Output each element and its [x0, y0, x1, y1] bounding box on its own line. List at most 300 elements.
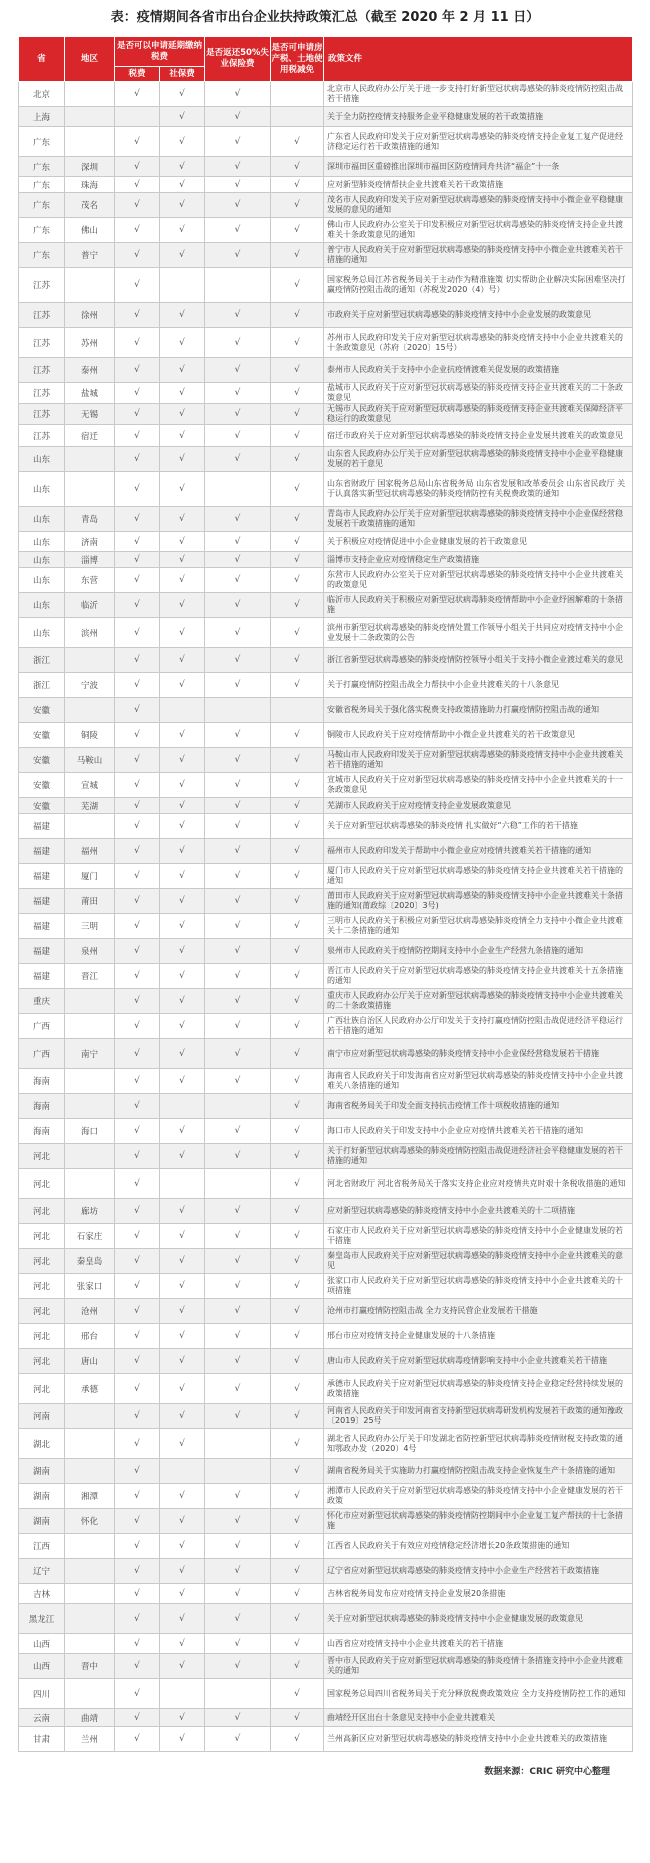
property-tax-check: √	[271, 1679, 324, 1709]
social-deferral-check: √	[160, 1249, 205, 1274]
province-cell: 河南	[19, 1404, 65, 1429]
unemployment-refund-check	[205, 1429, 271, 1459]
table-row	[19, 532, 633, 552]
property-tax-check	[271, 107, 324, 127]
social-deferral-check: √	[160, 1144, 205, 1169]
tax-deferral-check: √	[115, 1679, 160, 1709]
social-deferral-check: √	[160, 193, 205, 218]
city-cell: 南宁	[65, 1039, 115, 1069]
property-tax-check: √	[271, 1374, 324, 1404]
unemployment-refund-check: √	[205, 773, 271, 798]
policy-document-cell: 国家税务总局四川省税务局关于充分释放税费政策效应 全力支持疫情防控工作的通知	[324, 1679, 633, 1709]
tax-deferral-check: √	[115, 1224, 160, 1249]
policy-document-cell: 山东省人民政府办公厅关于应对新型冠状病毒感染的肺炎疫情支持中小企业平稳健康发展的若干意见	[324, 447, 633, 472]
property-tax-check: √	[271, 723, 324, 748]
social-deferral-check: √	[160, 1349, 205, 1374]
tax-deferral-check: √	[115, 1559, 160, 1584]
property-tax-check: √	[271, 507, 324, 532]
table-row	[19, 914, 633, 939]
policy-document-cell: 佛山市人民政府办公室关于印发积极应对新型冠状病毒感染的肺炎疫情支持企业共渡难关十条政策意见的通知	[324, 218, 633, 243]
property-tax-check: √	[271, 1274, 324, 1299]
tax-deferral-check: √	[115, 1299, 160, 1324]
city-cell	[65, 107, 115, 127]
province-cell: 江苏	[19, 268, 65, 303]
city-cell	[65, 1069, 115, 1094]
unemployment-refund-check: √	[205, 1404, 271, 1429]
social-deferral-check: √	[160, 1404, 205, 1429]
policy-document-cell: 曲靖经开区出台十条意见支持中小企业共渡难关	[324, 1709, 633, 1727]
unemployment-refund-check: √	[205, 1604, 271, 1634]
property-tax-check: √	[271, 243, 324, 268]
policy-document-cell: 茂名市人民政府印发关于应对新型冠状病毒感染的肺炎疫情支持中小微企业平稳健康发展的意见的通知	[324, 193, 633, 218]
property-tax-check: √	[271, 1709, 324, 1727]
province-cell: 河北	[19, 1199, 65, 1224]
property-tax-check: √	[271, 1039, 324, 1069]
unemployment-refund-check	[205, 472, 271, 507]
policy-document-cell: 关于打赢疫情防控阻击战全力帮扶中小企业共渡难关的十八条意见	[324, 673, 633, 698]
province-cell: 河北	[19, 1169, 65, 1199]
social-deferral-check: √	[160, 1014, 205, 1039]
social-deferral-check: √	[160, 964, 205, 989]
province-cell: 甘肃	[19, 1727, 65, 1752]
unemployment-refund-check: √	[205, 328, 271, 358]
property-tax-check: √	[271, 593, 324, 618]
property-tax-check	[271, 82, 324, 107]
property-tax-check: √	[271, 1727, 324, 1752]
table-row	[19, 1119, 633, 1144]
property-tax-check: √	[271, 1144, 324, 1169]
social-deferral-check: √	[160, 1069, 205, 1094]
tax-deferral-check: √	[115, 864, 160, 889]
province-cell: 山东	[19, 568, 65, 593]
unemployment-refund-check: √	[205, 1559, 271, 1584]
policy-document-cell: 莆田市人民政府关于应对新型冠状病毒感染的肺炎疫情支持中小企业共渡难关十条措施的通知(莆政综〔2020〕3号)	[324, 889, 633, 914]
policy-document-cell: 福州市人民政府印发关于帮助中小微企业应对疫情共渡难关若干措施的通知	[324, 839, 633, 864]
tax-deferral-check: √	[115, 303, 160, 328]
unemployment-refund-check: √	[205, 1299, 271, 1324]
table-row	[19, 773, 633, 798]
table-row	[19, 864, 633, 889]
policy-document-cell: 关于积极应对疫情促进中小企业健康发展的若干政策意见	[324, 532, 633, 552]
table-row	[19, 698, 633, 723]
unemployment-refund-check: √	[205, 1709, 271, 1727]
unemployment-refund-check: √	[205, 1727, 271, 1752]
province-cell: 山东	[19, 552, 65, 568]
policy-document-cell: 石家庄市人民政府关于应对新型冠状病毒感染的肺炎疫情支持中小企业健康发展的若干措施	[324, 1224, 633, 1249]
social-deferral-check: √	[160, 472, 205, 507]
property-tax-check: √	[271, 964, 324, 989]
city-cell: 廊坊	[65, 1199, 115, 1224]
table-body	[19, 82, 633, 1752]
tax-deferral-check: √	[115, 1404, 160, 1429]
tax-deferral-check: √	[115, 447, 160, 472]
property-tax-check: √	[271, 864, 324, 889]
social-deferral-check: √	[160, 1039, 205, 1069]
property-tax-check: √	[271, 404, 324, 425]
province-cell: 福建	[19, 939, 65, 964]
unemployment-refund-check: √	[205, 303, 271, 328]
table-row	[19, 1679, 633, 1709]
table-row	[19, 107, 633, 127]
social-deferral-check: √	[160, 1224, 205, 1249]
property-tax-check: √	[271, 1069, 324, 1094]
city-cell: 怀化	[65, 1509, 115, 1534]
tax-deferral-check: √	[115, 243, 160, 268]
table-row	[19, 1014, 633, 1039]
policy-document-cell: 关于打好新型冠状病毒感染的肺炎疫情防控阻击战促进经济社会平稳健康发展的若干措施的通知	[324, 1144, 633, 1169]
policy-document-cell: 关于全力防控疫情支持服务企业平稳健康发展的若干政策措施	[324, 107, 633, 127]
unemployment-refund-check: √	[205, 82, 271, 107]
property-tax-check: √	[271, 532, 324, 552]
property-tax-check: √	[271, 1484, 324, 1509]
unemployment-refund-check: √	[205, 157, 271, 177]
social-deferral-check: √	[160, 773, 205, 798]
social-deferral-check	[160, 1094, 205, 1119]
social-deferral-check: √	[160, 127, 205, 157]
tax-deferral-check: √	[115, 1069, 160, 1094]
table-row	[19, 814, 633, 839]
city-cell: 晋江	[65, 964, 115, 989]
province-cell: 辽宁	[19, 1559, 65, 1584]
city-cell: 马鞍山	[65, 748, 115, 773]
province-cell: 广东	[19, 157, 65, 177]
unemployment-refund-check: √	[205, 1509, 271, 1534]
property-tax-check: √	[271, 1169, 324, 1199]
city-cell	[65, 1634, 115, 1654]
header-unemployment-refund: 是否返还50%失业保险费	[205, 37, 271, 82]
social-deferral-check: √	[160, 1634, 205, 1654]
property-tax-check: √	[271, 1604, 324, 1634]
property-tax-check: √	[271, 1299, 324, 1324]
city-cell	[65, 989, 115, 1014]
table-row	[19, 748, 633, 773]
province-cell: 山东	[19, 472, 65, 507]
social-deferral-check: √	[160, 383, 205, 404]
city-cell	[65, 814, 115, 839]
tax-deferral-check: √	[115, 1604, 160, 1634]
social-deferral-check: √	[160, 552, 205, 568]
unemployment-refund-check: √	[205, 964, 271, 989]
property-tax-check: √	[271, 839, 324, 864]
policy-document-cell: 铜陵市人民政府关于应对疫情帮助中小微企业共渡难关的若干政策意见	[324, 723, 633, 748]
policy-document-cell: 盐城市人民政府关于应对新型冠状病毒感染的肺炎疫情支持企业共渡难关的二十条政策意见	[324, 383, 633, 404]
city-cell	[65, 1534, 115, 1559]
tax-deferral-check: √	[115, 1509, 160, 1534]
city-cell: 厦门	[65, 864, 115, 889]
policy-document-cell: 北京市人民政府办公厅关于进一步支持打好新型冠状病毒感染的肺炎疫情防控阻击战若干措施	[324, 82, 633, 107]
tax-deferral-check: √	[115, 1654, 160, 1679]
unemployment-refund-check: √	[205, 839, 271, 864]
table-row	[19, 472, 633, 507]
unemployment-refund-check: √	[205, 568, 271, 593]
policy-document-cell: 应对新型冠状病毒感染的肺炎疫情支持中小企业共渡难关的十二项措施	[324, 1199, 633, 1224]
unemployment-refund-check: √	[205, 593, 271, 618]
tax-deferral-check: √	[115, 773, 160, 798]
table-row	[19, 1584, 633, 1604]
property-tax-check: √	[271, 383, 324, 404]
province-cell: 江苏	[19, 383, 65, 404]
table-row	[19, 1709, 633, 1727]
social-deferral-check: √	[160, 914, 205, 939]
social-deferral-check: √	[160, 1534, 205, 1559]
city-cell	[65, 82, 115, 107]
policy-document-cell: 滨州市新型冠状病毒感染的肺炎疫情处置工作领导小组关于共同应对疫情支持中小企业发展十二条政策的公告	[324, 618, 633, 648]
city-cell: 兰州	[65, 1727, 115, 1752]
social-deferral-check: √	[160, 814, 205, 839]
city-cell: 石家庄	[65, 1224, 115, 1249]
tax-deferral-check: √	[115, 425, 160, 447]
unemployment-refund-check: √	[205, 1224, 271, 1249]
tax-deferral-check: √	[115, 1584, 160, 1604]
policy-document-cell: 湘潭市人民政府关于应对新型冠状病毒感染的肺炎疫情支持中小企业健康发展的若干政策	[324, 1484, 633, 1509]
table-row	[19, 82, 633, 107]
city-cell: 深圳	[65, 157, 115, 177]
province-cell: 湖南	[19, 1459, 65, 1484]
header-tax-deferral: 是否可以申请延期缴纳税费	[115, 37, 205, 67]
city-cell	[65, 447, 115, 472]
policy-document-cell: 海南省人民政府关于印发海南省应对新型冠状病毒感染的肺炎疫情支持中小企业共渡难关八条措施的通知	[324, 1069, 633, 1094]
unemployment-refund-check	[205, 268, 271, 303]
policy-document-cell: 湖北省人民政府办公厅关于印发湖北省防控新型冠状病毒肺炎疫情财税支持政策的通知鄂政办发（2020）4号	[324, 1429, 633, 1459]
tax-deferral-check: √	[115, 1094, 160, 1119]
tax-deferral-check: √	[115, 358, 160, 383]
unemployment-refund-check: √	[205, 1144, 271, 1169]
unemployment-refund-check: √	[205, 723, 271, 748]
social-deferral-check: √	[160, 648, 205, 673]
city-cell: 苏州	[65, 328, 115, 358]
policy-table	[18, 36, 633, 1752]
header-property-tax-relief: 是否可申请房产税、土地使用税减免	[271, 37, 324, 82]
policy-document-cell: 晋中市人民政府关于应对新型冠状病毒感染的肺炎疫情十条措施支持中小企业共渡难关的通知	[324, 1654, 633, 1679]
table-row	[19, 593, 633, 618]
property-tax-check: √	[271, 1349, 324, 1374]
city-cell	[65, 1559, 115, 1584]
province-cell: 河北	[19, 1144, 65, 1169]
tax-deferral-check: √	[115, 1634, 160, 1654]
table-row	[19, 1349, 633, 1374]
social-deferral-check: √	[160, 1324, 205, 1349]
social-deferral-check: √	[160, 532, 205, 552]
unemployment-refund-check: √	[205, 1324, 271, 1349]
city-cell: 张家口	[65, 1274, 115, 1299]
property-tax-check: √	[271, 1634, 324, 1654]
tax-deferral-check: √	[115, 1709, 160, 1727]
policy-document-cell: 南宁市应对新型冠状病毒感染的肺炎疫情支持中小企业保经营稳发展若干措施	[324, 1039, 633, 1069]
province-cell: 湖南	[19, 1509, 65, 1534]
policy-document-cell: 安徽省税务局关于强化落实税费支持政策措施助力打赢疫情防控阻击战的通知	[324, 698, 633, 723]
table-row	[19, 1509, 633, 1534]
table-row	[19, 1169, 633, 1199]
tax-deferral-check: √	[115, 1119, 160, 1144]
property-tax-check: √	[271, 1584, 324, 1604]
policy-document-cell: 河北省财政厅 河北省税务局关于落实支持企业应对疫情共克时艰十条税收措施的通知	[324, 1169, 633, 1199]
table-row	[19, 1039, 633, 1069]
unemployment-refund-check: √	[205, 798, 271, 814]
unemployment-refund-check: √	[205, 939, 271, 964]
tax-deferral-check: √	[115, 889, 160, 914]
unemployment-refund-check: √	[205, 1039, 271, 1069]
province-cell: 山东	[19, 593, 65, 618]
policy-document-cell: 关于应对新型冠状病毒感染的肺炎疫情支持中小企业健康发展的政策意见	[324, 1604, 633, 1634]
province-cell: 广西	[19, 1014, 65, 1039]
tax-deferral-check: √	[115, 618, 160, 648]
policy-document-cell: 国家税务总局江苏省税务局关于主动作为精准施策 切实帮助企业解决实际困难坚决打赢疫情防控阻击战的通知（苏税发2020（4）号）	[324, 268, 633, 303]
table-row	[19, 127, 633, 157]
property-tax-check: √	[271, 673, 324, 698]
unemployment-refund-check: √	[205, 748, 271, 773]
province-cell: 山西	[19, 1634, 65, 1654]
social-deferral-check: √	[160, 218, 205, 243]
table-row	[19, 1069, 633, 1094]
city-cell: 芜湖	[65, 798, 115, 814]
table-row	[19, 383, 633, 404]
header-province: 省	[19, 37, 65, 82]
social-deferral-check: √	[160, 568, 205, 593]
city-cell	[65, 1679, 115, 1709]
policy-document-cell: 辽宁省应对新型冠状病毒感染的肺炎疫情支持中小企业生产经营若干政策措施	[324, 1559, 633, 1584]
unemployment-refund-check: √	[205, 1274, 271, 1299]
city-cell: 三明	[65, 914, 115, 939]
province-cell: 广东	[19, 127, 65, 157]
social-deferral-check	[160, 1459, 205, 1484]
table-row	[19, 243, 633, 268]
social-deferral-check: √	[160, 507, 205, 532]
social-deferral-check: √	[160, 1374, 205, 1404]
tax-deferral-check: √	[115, 1429, 160, 1459]
tax-deferral-check: √	[115, 404, 160, 425]
social-deferral-check: √	[160, 1509, 205, 1534]
policy-document-cell: 临沂市人民政府关于积极应对新型冠状病毒肺炎疫情帮助中小企业纾困解难的十条措施	[324, 593, 633, 618]
policy-document-cell: 张家口市人民政府关于应对新型冠状病毒感染的肺炎疫情支持中小企业共渡难关的十项措施	[324, 1274, 633, 1299]
city-cell	[65, 127, 115, 157]
province-cell: 湖北	[19, 1429, 65, 1459]
property-tax-check: √	[271, 1224, 324, 1249]
table-row	[19, 939, 633, 964]
tax-deferral-check: √	[115, 1039, 160, 1069]
tax-deferral-check: √	[115, 157, 160, 177]
tax-deferral-check: √	[115, 964, 160, 989]
province-cell: 江苏	[19, 328, 65, 358]
city-cell: 宁波	[65, 673, 115, 698]
tax-deferral-check: √	[115, 914, 160, 939]
city-cell: 邢台	[65, 1324, 115, 1349]
province-cell: 广东	[19, 243, 65, 268]
unemployment-refund-check	[205, 1169, 271, 1199]
policy-document-cell: 广东省人民政府印发关于应对新型冠状病毒感染的肺炎疫情支持企业复工复产促进经济稳定运行若干政策措施的通知	[324, 127, 633, 157]
city-cell: 宿迁	[65, 425, 115, 447]
unemployment-refund-check: √	[205, 673, 271, 698]
unemployment-refund-check	[205, 1094, 271, 1119]
city-cell: 盐城	[65, 383, 115, 404]
social-deferral-check: √	[160, 1709, 205, 1727]
unemployment-refund-check: √	[205, 1654, 271, 1679]
province-cell: 山东	[19, 618, 65, 648]
tax-deferral-check: √	[115, 383, 160, 404]
table-row	[19, 358, 633, 383]
province-cell: 湖南	[19, 1484, 65, 1509]
property-tax-check: √	[271, 1459, 324, 1484]
social-deferral-check: √	[160, 243, 205, 268]
tax-deferral-check: √	[115, 177, 160, 193]
province-cell: 安徽	[19, 723, 65, 748]
header-city: 地区	[65, 37, 115, 82]
unemployment-refund-check: √	[205, 1199, 271, 1224]
province-cell: 安徽	[19, 748, 65, 773]
province-cell: 云南	[19, 1709, 65, 1727]
province-cell: 福建	[19, 864, 65, 889]
unemployment-refund-check: √	[205, 177, 271, 193]
province-cell: 福建	[19, 814, 65, 839]
table-row	[19, 618, 633, 648]
policy-document-cell: 应对新型肺炎疫情帮扶企业共渡难关若干政策措施	[324, 177, 633, 193]
property-tax-check: √	[271, 303, 324, 328]
tax-deferral-check: √	[115, 82, 160, 107]
property-tax-check: √	[271, 568, 324, 593]
table-row	[19, 193, 633, 218]
property-tax-check: √	[271, 1404, 324, 1429]
social-deferral-check: √	[160, 839, 205, 864]
social-deferral-check: √	[160, 107, 205, 127]
policy-document-cell: 河南省人民政府关于印发河南省支持新型冠状病毒研发机构发展若干政策的通知豫政〔2019〕25号	[324, 1404, 633, 1429]
policy-document-cell: 山西省应对疫情支持中小企业共渡难关的若干措施	[324, 1634, 633, 1654]
unemployment-refund-check	[205, 698, 271, 723]
table-row	[19, 568, 633, 593]
table-row	[19, 989, 633, 1014]
social-deferral-check	[160, 268, 205, 303]
table-row	[19, 798, 633, 814]
tax-deferral-check: √	[115, 1249, 160, 1274]
property-tax-check: √	[271, 1559, 324, 1584]
table-row	[19, 964, 633, 989]
property-tax-check: √	[271, 1654, 324, 1679]
policy-document-cell: 邢台市应对疫情支持企业健康发展的十八条措施	[324, 1324, 633, 1349]
table-row	[19, 1727, 633, 1752]
property-tax-check: √	[271, 748, 324, 773]
city-cell: 承德	[65, 1374, 115, 1404]
province-cell: 江苏	[19, 358, 65, 383]
tax-deferral-check: √	[115, 127, 160, 157]
province-cell: 河北	[19, 1349, 65, 1374]
policy-document-cell: 深圳市福田区重磅推出深圳市福田区防疫情同舟共济“福企”十一条	[324, 157, 633, 177]
table-row	[19, 177, 633, 193]
city-cell: 普宁	[65, 243, 115, 268]
table-row	[19, 552, 633, 568]
property-tax-check: √	[271, 193, 324, 218]
policy-document-cell: 宿迁市政府关于应对新型冠状病毒感染的肺炎疫情支持企业发展共渡难关的政策意见	[324, 425, 633, 447]
policy-document-cell: 晋江市人民政府关于应对新型冠状病毒感染的肺炎疫情支持企业共渡难关十五条措施的通知	[324, 964, 633, 989]
unemployment-refund-check: √	[205, 1119, 271, 1144]
city-cell: 滨州	[65, 618, 115, 648]
province-cell: 黑龙江	[19, 1604, 65, 1634]
table-row	[19, 1299, 633, 1324]
province-cell: 福建	[19, 889, 65, 914]
city-cell: 海口	[65, 1119, 115, 1144]
city-cell: 青岛	[65, 507, 115, 532]
unemployment-refund-check: √	[205, 358, 271, 383]
policy-document-cell: 海南省税务局关于印发全面支持抗击疫情工作十项税收措施的通知	[324, 1094, 633, 1119]
city-cell	[65, 1459, 115, 1484]
social-deferral-check: √	[160, 328, 205, 358]
social-deferral-check: √	[160, 1119, 205, 1144]
table-row	[19, 839, 633, 864]
province-cell: 广西	[19, 1039, 65, 1069]
policy-document-cell: 芜湖市人民政府关于应对疫情支持企业发展政策意见	[324, 798, 633, 814]
property-tax-check: √	[271, 1534, 324, 1559]
unemployment-refund-check: √	[205, 107, 271, 127]
tax-deferral-check: √	[115, 552, 160, 568]
table-row	[19, 1374, 633, 1404]
table-row	[19, 673, 633, 698]
